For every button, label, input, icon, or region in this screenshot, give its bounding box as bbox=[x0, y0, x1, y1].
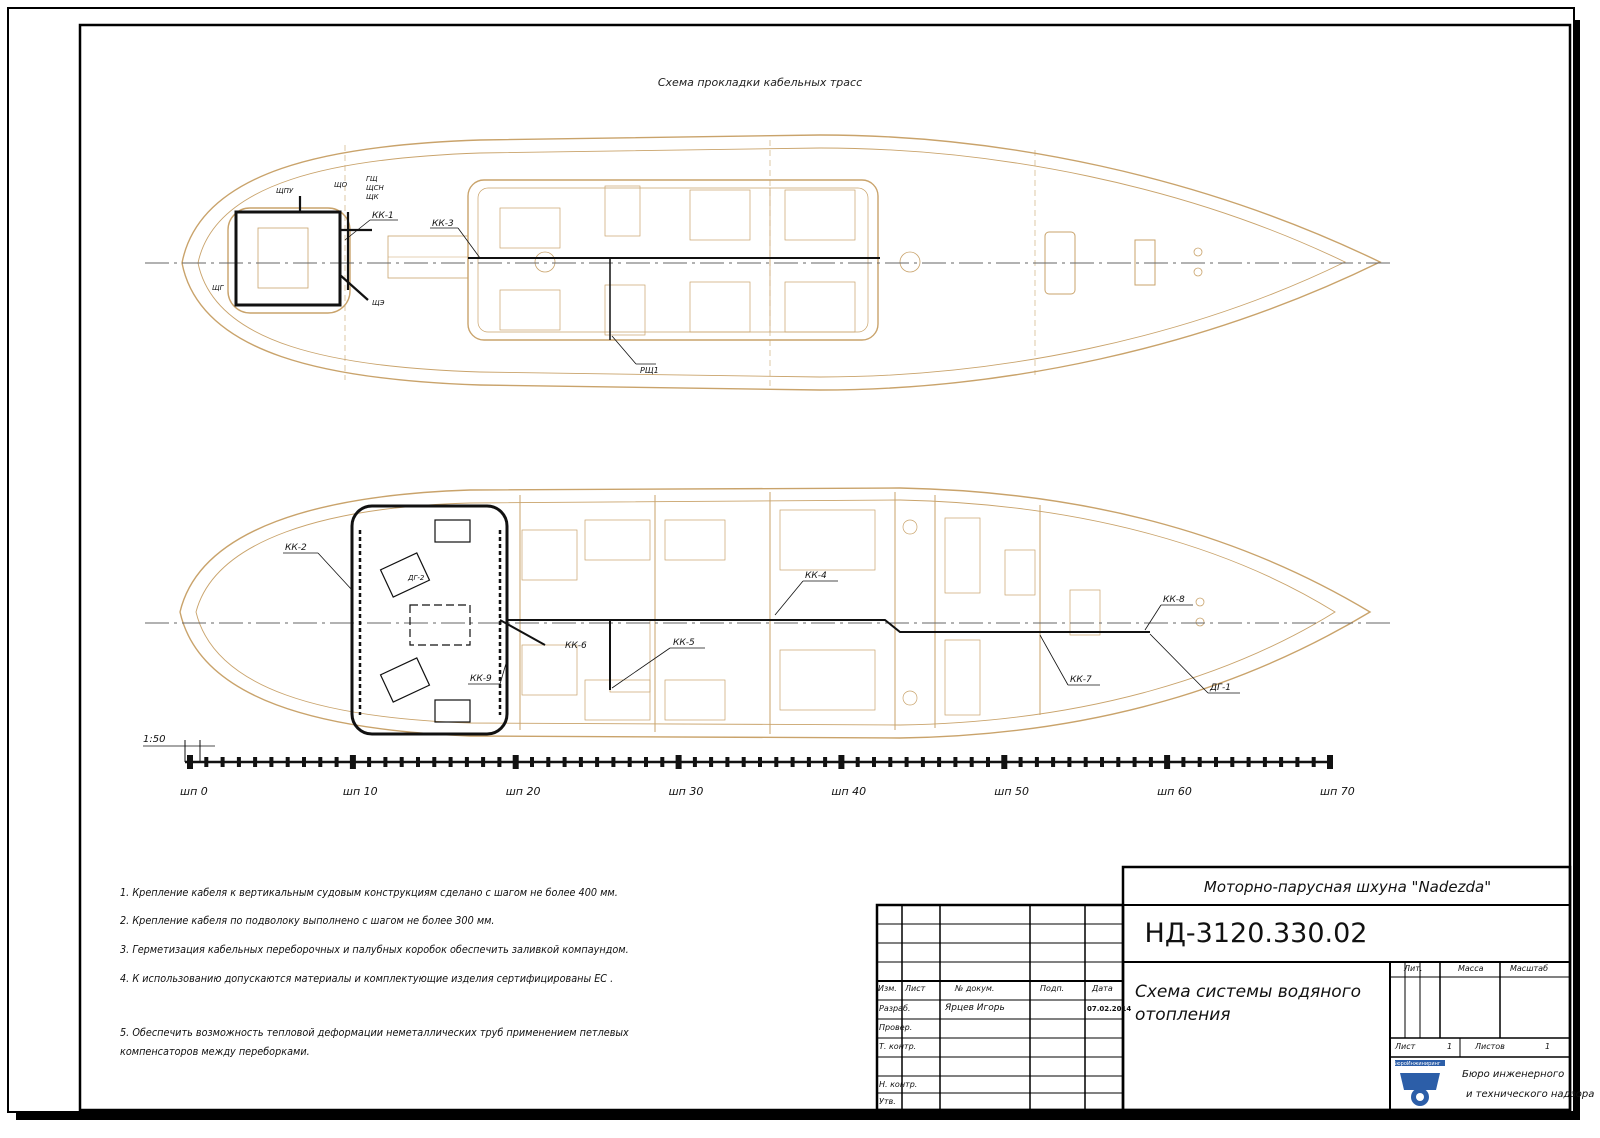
lit-header: Лит. bbox=[1404, 964, 1423, 973]
scale-tick bbox=[742, 757, 746, 767]
scale-tick bbox=[1230, 757, 1234, 767]
svg-text:ЩК: ЩК bbox=[366, 193, 379, 201]
scale-tick bbox=[1001, 755, 1007, 769]
scale-tick bbox=[1279, 757, 1283, 767]
scale-tick bbox=[400, 757, 404, 767]
scale-tick bbox=[187, 755, 193, 769]
col-header-list: Лист bbox=[905, 984, 926, 993]
scale-tick bbox=[1100, 757, 1104, 767]
row-developer: Разраб. bbox=[879, 1004, 911, 1013]
scale-tick bbox=[1051, 757, 1055, 767]
scale-tick bbox=[1164, 755, 1170, 769]
scale-frame-label: шп 10 bbox=[342, 785, 378, 798]
scale-frame-label: шп 40 bbox=[831, 785, 867, 798]
scale-tick bbox=[1214, 757, 1218, 767]
svg-text:КК-5: КК-5 bbox=[673, 638, 695, 648]
scale-tick bbox=[986, 757, 990, 767]
vessel-name: Моторно-парусная шхуна "Nadezda" bbox=[1203, 878, 1492, 896]
scale-tick bbox=[1035, 757, 1039, 767]
scale-tick bbox=[318, 757, 322, 767]
scale-tick bbox=[888, 757, 892, 767]
scale-tick bbox=[611, 757, 615, 767]
scale-tick bbox=[465, 757, 469, 767]
logo-text: БюроИнжиниринг bbox=[1393, 1061, 1441, 1067]
sheets-label: Листов bbox=[1475, 1042, 1505, 1051]
svg-text:КК-2: КК-2 bbox=[285, 543, 307, 553]
scale-tick bbox=[709, 757, 713, 767]
note-4: 4. К использованию допускаются материалы и комплектующие изделия сертифицированы ЕС . bbox=[120, 972, 614, 985]
scale-frame-label: шп 50 bbox=[994, 785, 1030, 798]
scale-tick bbox=[644, 757, 648, 767]
developer-name: Ярцев Игорь bbox=[945, 1003, 1005, 1013]
row-tech-control: Т. контр. bbox=[879, 1042, 917, 1051]
scale-tick bbox=[774, 757, 778, 767]
col-header-date: Дата bbox=[1092, 984, 1113, 993]
scale-tick bbox=[807, 757, 811, 767]
scale-frame-label: шп 30 bbox=[668, 785, 704, 798]
scale-tick bbox=[1312, 757, 1316, 767]
svg-text:ДГ-2: ДГ-2 bbox=[408, 574, 425, 582]
scale-tick bbox=[856, 757, 860, 767]
scale-tick bbox=[725, 757, 729, 767]
scale-tick bbox=[383, 757, 387, 767]
scale-tick bbox=[497, 757, 501, 767]
svg-text:ГЩ: ГЩ bbox=[366, 175, 378, 183]
scale-tick bbox=[1181, 757, 1185, 767]
scale-tick bbox=[286, 757, 290, 767]
scale-tick bbox=[693, 757, 697, 767]
scale-frame-label: шп 0 bbox=[180, 785, 208, 798]
scale-tick bbox=[367, 757, 371, 767]
svg-text:ЩСН: ЩСН bbox=[366, 184, 384, 192]
svg-text:ДГ-1: ДГ-1 bbox=[1210, 683, 1232, 693]
scale-tick bbox=[791, 757, 795, 767]
scale-tick bbox=[449, 757, 453, 767]
scale-tick bbox=[823, 757, 827, 767]
sheets-number: 1 bbox=[1545, 1042, 1551, 1051]
scale-tick bbox=[758, 757, 762, 767]
note-2: 2. Крепление кабеля по подволоку выполнено с шагом не более 300 мм. bbox=[120, 914, 495, 927]
scale-tick bbox=[335, 757, 339, 767]
note-5-cont: компенсаторов между переборками. bbox=[120, 1045, 310, 1058]
scale-tick bbox=[905, 757, 909, 767]
scale-tick bbox=[970, 757, 974, 767]
scale-tick bbox=[221, 757, 225, 767]
svg-text:ЩГ: ЩГ bbox=[212, 284, 224, 292]
scale-tick bbox=[676, 755, 682, 769]
scale-tick bbox=[1084, 757, 1088, 767]
svg-text:КК-6: КК-6 bbox=[565, 641, 587, 651]
scale-tick bbox=[269, 757, 273, 767]
scale-tick bbox=[595, 757, 599, 767]
drawing-title: Схема прокладки кабельных трасс bbox=[657, 76, 863, 89]
note-3: 3. Герметизация кабельных переборочных и палубных коробок обеспечить заливкой компаундом. bbox=[120, 943, 629, 956]
svg-text:1:50: 1:50 bbox=[143, 734, 166, 745]
scale-tick bbox=[513, 755, 519, 769]
note-5: 5. Обеспечить возможность тепловой деформации неметаллических труб применением петлевых bbox=[120, 1026, 629, 1039]
sheet-number: 1 bbox=[1447, 1042, 1453, 1051]
scale-tick bbox=[563, 757, 567, 767]
svg-text:КК-9: КК-9 bbox=[470, 674, 492, 684]
sheet-label: Лист bbox=[1395, 1042, 1416, 1051]
scale-tick bbox=[350, 755, 356, 769]
scale-tick bbox=[1198, 757, 1202, 767]
scale-tick bbox=[921, 757, 925, 767]
svg-text:КК-4: КК-4 bbox=[805, 571, 827, 581]
svg-text:КК-3: КК-3 bbox=[432, 219, 454, 229]
svg-text:ЩО: ЩО bbox=[334, 181, 348, 189]
scale-tick bbox=[838, 755, 844, 769]
document-title-line1: Схема системы водяного bbox=[1135, 982, 1362, 1002]
scale-tick bbox=[530, 757, 534, 767]
scale-tick bbox=[204, 757, 208, 767]
scale-tick bbox=[432, 757, 436, 767]
org-line2: и технического надзора bbox=[1466, 1089, 1595, 1100]
scale-tick bbox=[953, 757, 957, 767]
scale-tick bbox=[1327, 755, 1333, 769]
note-1: 1. Крепление кабеля к вертикальным судовым конструкциям сделано с шагом не более 400 мм. bbox=[120, 886, 618, 899]
scale-tick bbox=[1295, 757, 1299, 767]
scale-tick bbox=[253, 757, 257, 767]
org-line1: Бюро инженерного bbox=[1462, 1069, 1565, 1080]
svg-text:КК-8: КК-8 bbox=[1163, 595, 1185, 605]
scale-tick bbox=[1067, 757, 1071, 767]
scale-tick bbox=[416, 757, 420, 767]
svg-text:КК-1: КК-1 bbox=[372, 211, 394, 221]
row-norm-control: Н. контр. bbox=[879, 1080, 918, 1089]
scale-frame-label: шп 60 bbox=[1157, 785, 1192, 798]
col-header-sign: Подп. bbox=[1040, 984, 1065, 993]
developer-date: 07.02.2014 bbox=[1087, 1005, 1132, 1013]
scale-tick bbox=[1263, 757, 1267, 767]
mass-header: Масса bbox=[1458, 964, 1484, 973]
scale-tick bbox=[1116, 757, 1120, 767]
scale-frame-label: шп 20 bbox=[505, 785, 541, 798]
scale-tick bbox=[1133, 757, 1137, 767]
svg-text:КК-7: КК-7 bbox=[1070, 675, 1092, 685]
scale-tick bbox=[660, 757, 664, 767]
scale-tick bbox=[937, 757, 941, 767]
scale-tick bbox=[1247, 757, 1251, 767]
scale-tick bbox=[628, 757, 632, 767]
svg-text:РЩ1: РЩ1 bbox=[640, 366, 659, 375]
scale-tick bbox=[1149, 757, 1153, 767]
svg-text:ЩПУ: ЩПУ bbox=[276, 187, 294, 195]
scale-tick bbox=[872, 757, 876, 767]
col-header-izm: Изм. bbox=[878, 984, 897, 993]
scale-tick bbox=[481, 757, 485, 767]
scale-header: Масштаб bbox=[1510, 964, 1549, 973]
col-header-doc: № докум. bbox=[955, 984, 995, 993]
svg-text:ЩЭ: ЩЭ bbox=[372, 299, 385, 307]
document-number: НД-3120.330.02 bbox=[1144, 918, 1368, 949]
scale-tick bbox=[546, 757, 550, 767]
row-approved: Утв. bbox=[879, 1097, 896, 1106]
scale-tick bbox=[1019, 757, 1023, 767]
scale-frame-label: шп 70 bbox=[1320, 785, 1355, 798]
row-checker: Провер. bbox=[879, 1023, 913, 1032]
scale-tick bbox=[302, 757, 306, 767]
scale-tick bbox=[579, 757, 583, 767]
document-title-line2: отопления bbox=[1135, 1005, 1231, 1025]
scale-tick bbox=[237, 757, 241, 767]
